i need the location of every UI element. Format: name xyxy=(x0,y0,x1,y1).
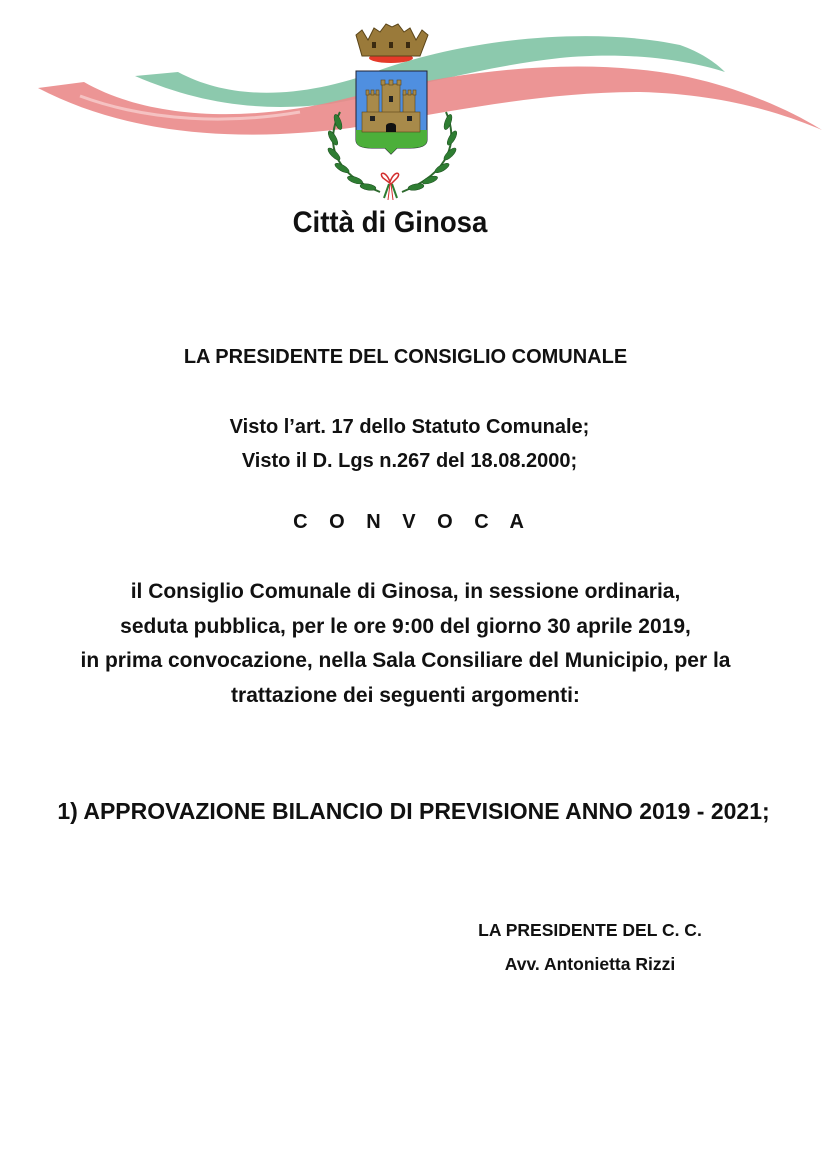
crown-icon xyxy=(356,24,428,63)
legal-references xyxy=(0,410,823,478)
document-title: LA PRESIDENTE DEL CONSIGLIO COMUNALE xyxy=(183,346,628,368)
city-name: Città di Ginosa xyxy=(292,206,488,239)
letterhead xyxy=(0,0,827,250)
flag-ribbon-and-emblem xyxy=(0,0,827,210)
agenda-item: 1) APPROVAZIONE BILANCIO DI PREVISIONE ANNO 2019 - 2021; xyxy=(57,798,770,824)
tricolor-bow-icon xyxy=(381,173,398,200)
convocation-body xyxy=(0,575,819,713)
body-line: trattazione dei seguenti argomenti: xyxy=(231,683,580,707)
convoca-heading: C O N V O C A xyxy=(293,511,532,533)
signature-role: LA PRESIDENTE DEL C. C. xyxy=(478,920,702,940)
visto-line: Visto il D. Lgs n.267 del 18.08.2000; xyxy=(241,450,578,472)
shield-icon xyxy=(356,71,427,154)
visto-line: Visto l’art. 17 dello Statuto Comunale; xyxy=(229,416,590,438)
body-line: il Consiglio Comunale di Ginosa, in sessione ordinaria, xyxy=(130,580,681,603)
body-line: seduta pubblica, per le ore 9:00 del giorno 30 aprile 2019, xyxy=(120,614,691,638)
signature-name: Avv. Antonietta Rizzi xyxy=(504,954,676,974)
body-line: in prima convocazione, nella Sala Consiliare del Municipio, per la xyxy=(80,649,731,672)
